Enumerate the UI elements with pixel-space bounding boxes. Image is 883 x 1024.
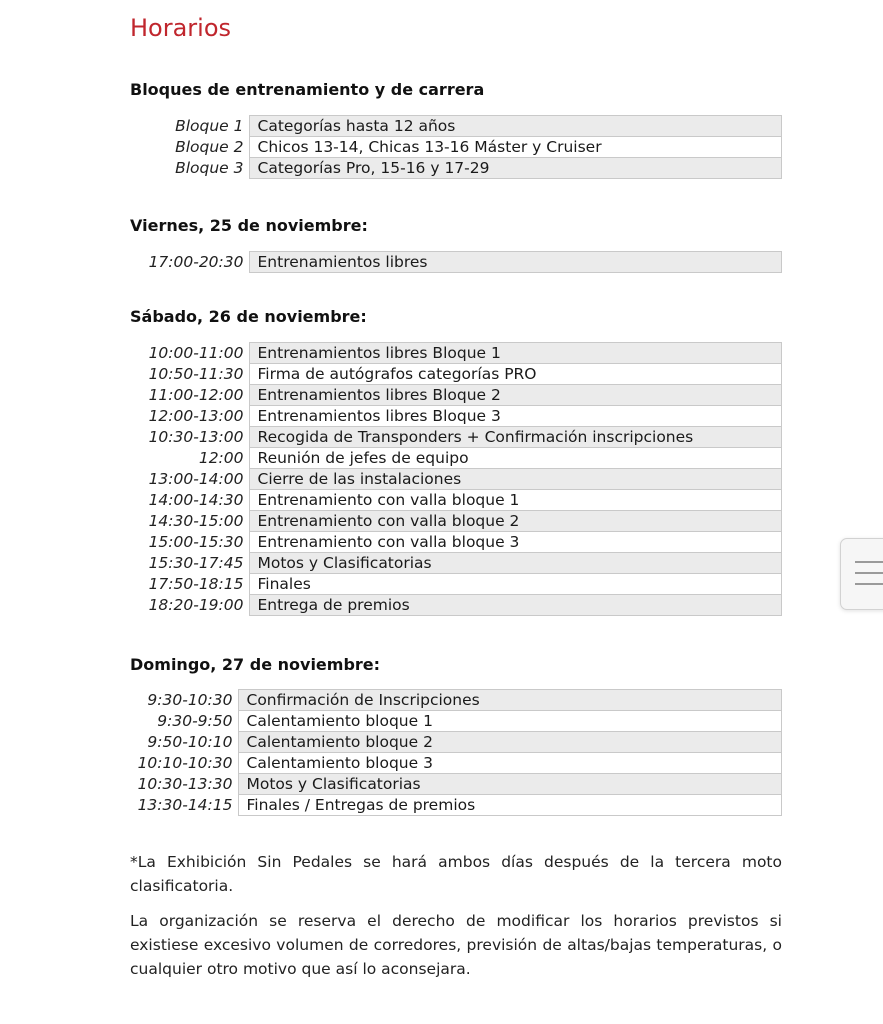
side-menu-tab[interactable] [840,538,883,610]
table-row [130,448,782,469]
activity-cell: Entrenamientos libres Bloque 2 [249,385,782,406]
block-desc: Categorías hasta 12 años [249,116,782,137]
activity-cell: Confirmación de Inscripciones [238,690,782,711]
time-cell: 10:00-11:00 [148,344,244,362]
table-row [130,490,782,511]
activity-cell: Finales / Entregas de premios [238,795,782,816]
activity-cell: Recogida de Transponders + Confirmación inscripciones [249,427,782,448]
activity-cell: Entrenamientos libres Bloque 3 [249,406,782,427]
sunday-heading: Domingo, 27 de noviembre: [130,655,381,674]
activity-cell: Entrenamiento con valla bloque 1 [249,490,782,511]
table-row [130,795,782,816]
friday-heading: Viernes, 25 de noviembre: [130,216,368,235]
time-cell: 10:30-13:30 [137,775,233,793]
activity-cell: Motos y Clasificatorias [238,774,782,795]
activity-cell: Calentamiento bloque 2 [238,732,782,753]
table-row [130,595,782,616]
blocks-table [130,115,782,179]
block-label: Bloque 1 [175,117,244,135]
table-row [130,385,782,406]
time-cell: 9:30-9:50 [157,712,233,730]
time-cell: 17:50-18:15 [148,575,244,593]
block-desc: Chicos 13-14, Chicas 13-16 Máster y Cruiser [249,137,782,158]
block-desc: Categorías Pro, 15-16 y 17-29 [249,158,782,179]
time-cell: 10:30-13:00 [148,428,244,446]
page-title: Horarios [130,14,232,42]
table-row [130,711,782,732]
time-cell: 13:30-14:15 [137,796,233,814]
table-row [130,732,782,753]
time-cell: 15:30-17:45 [148,554,244,572]
table-row [130,690,782,711]
table-row [130,774,782,795]
table-row [130,116,782,137]
friday-table [130,251,782,273]
sunday-table [130,689,782,816]
time-cell: 12:00-13:00 [148,407,244,425]
activity-cell: Entrenamiento con valla bloque 3 [249,532,782,553]
activity-cell: Firma de autógrafos categorías PRO [249,364,782,385]
time-cell: 14:30-15:00 [148,512,244,530]
activity-cell: Finales [249,574,782,595]
table-row [130,137,782,158]
time-cell: 10:50-11:30 [148,365,244,383]
table-row [130,753,782,774]
table-row [130,252,782,273]
activity-cell: Reunión de jefes de equipo [249,448,782,469]
activity-cell: Entrenamiento con valla bloque 2 [249,511,782,532]
time-cell: 12:00 [198,449,244,467]
table-row [130,511,782,532]
disclaimer-note: La organización se reserva el derecho de modificar los horarios previstos si existiese excesivo volumen de corredores, previsión de altas/bajas temperaturas, o cualquier otro motivo que así lo aconsejara. [130,912,782,978]
time-cell: 10:10-10:30 [137,754,233,772]
table-row [130,158,782,179]
exhibition-note: *La Exhibición Sin Pedales se hará ambos días después de la tercera moto clasificatoria. [130,853,782,895]
time-cell: 9:50-10:10 [147,733,233,751]
table-row [130,427,782,448]
time-cell: 17:00-20:30 [148,253,244,271]
activity-cell: Motos y Clasificatorias [249,553,782,574]
time-cell: 18:20-19:00 [148,596,244,614]
activity-cell: Entrenamientos libres [249,252,782,273]
table-row [130,364,782,385]
activity-cell: Calentamiento bloque 1 [238,711,782,732]
time-cell: 11:00-12:00 [148,386,244,404]
table-row [130,532,782,553]
activity-cell: Entrenamientos libres Bloque 1 [249,343,782,364]
table-row [130,553,782,574]
blocks-heading: Bloques de entrenamiento y de carrera [130,80,485,99]
table-row [130,343,782,364]
time-cell: 14:00-14:30 [148,491,244,509]
table-row [130,406,782,427]
block-label: Bloque 3 [175,159,244,177]
table-row [130,574,782,595]
block-label: Bloque 2 [175,138,244,156]
time-cell: 13:00-14:00 [148,470,244,488]
time-cell: 15:00-15:30 [148,533,244,551]
activity-cell: Entrega de premios [249,595,782,616]
activity-cell: Calentamiento bloque 3 [238,753,782,774]
saturday-heading: Sábado, 26 de noviembre: [130,307,367,326]
activity-cell: Cierre de las instalaciones [249,469,782,490]
time-cell: 9:30-10:30 [147,691,233,709]
table-row [130,469,782,490]
saturday-table [130,342,782,616]
